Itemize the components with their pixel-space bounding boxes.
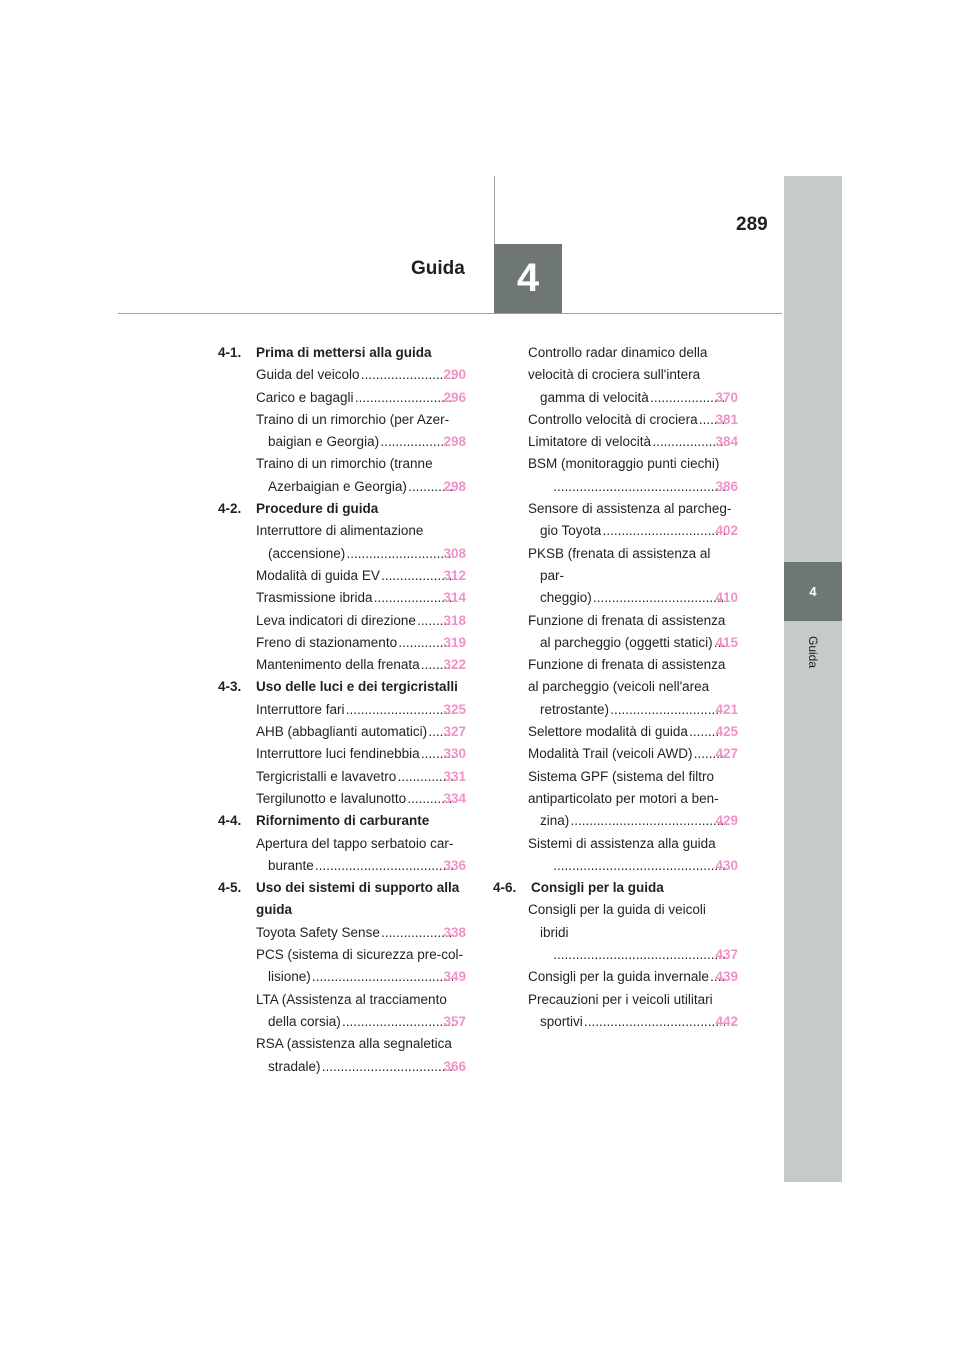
toc-entry[interactable] [218,587,466,609]
toc-entry-text: RSA (assistenza alla segnaletica [256,1036,452,1052]
chapter-number-box: 4 [494,244,562,313]
toc-page-link[interactable]: 366 [443,1058,466,1074]
toc-entry-text: stradale) [268,1058,321,1074]
toc-entry[interactable] [218,833,466,878]
toc-entry-text: al parcheggio (veicoli nell'area [528,679,710,695]
toc-right-column [493,342,738,1033]
dot-leader [594,587,726,609]
toc-entry[interactable] [218,944,466,989]
toc-entry-text: Controllo radar dinamico della [528,345,708,360]
toc-entry-text: Trasmissione ibrida [256,590,373,606]
section-title: Prima di mettersi alla guida [256,345,432,360]
section-title: Procedure di guida [256,501,379,517]
toc-entry-text: Azerbaigian e Georgia) [268,478,407,494]
section-number: 4-2. [218,501,242,517]
toc-entry-text: Consigli per la guida invernale [528,969,709,985]
toc-page-link[interactable]: 384 [715,434,738,450]
toc-entry-text: Carico e bagagli [256,389,354,405]
toc-page-link[interactable]: 410 [715,590,738,606]
toc-page-link[interactable]: 327 [443,724,466,740]
toc-entry-text: Limitatore di velocità [528,434,652,450]
toc-page-link[interactable]: 319 [443,634,466,650]
toc-entry-text: BSM (monitoraggio punti ciechi) [528,456,720,472]
toc-entry[interactable] [218,654,466,676]
toc-page-link[interactable]: 290 [443,367,466,383]
toc-page-link[interactable]: 425 [715,724,738,740]
toc-page-link[interactable]: 336 [443,857,466,873]
toc-entry-text: Selettore modalità di guida [528,724,688,740]
dot-leader [347,699,454,721]
section-title: Uso dei sistemi di supporto alla guida [256,880,460,918]
toc-entry[interactable] [218,364,466,386]
toc-entry[interactable] [493,766,738,833]
toc-entry-text: Controllo velocità di crociera [528,411,698,427]
toc-entry[interactable] [493,431,738,453]
toc-entry[interactable] [493,743,738,765]
toc-entry-text: antiparticolato per motori a ben- [528,790,719,806]
toc-page-link[interactable]: 381 [715,411,738,427]
toc-left-column [218,342,466,1078]
toc-entry[interactable] [218,632,466,654]
toc-entry-text: burante [268,857,314,873]
toc-entry[interactable] [493,989,738,1034]
toc-entry[interactable] [218,565,466,587]
toc-entry[interactable] [493,833,738,878]
toc-entry-text: Guida del veicolo [256,367,360,383]
toc-entry-text: Funzione di frenata di assistenza [528,612,726,628]
dot-leader [585,1011,726,1033]
toc-entry[interactable] [218,922,466,944]
toc-entry-text: Interruttore fari [256,701,345,717]
side-tab-label: Guida [806,635,820,669]
toc-entry[interactable] [493,498,738,543]
toc-entry[interactable] [218,520,466,565]
toc-page-link[interactable]: 330 [443,746,466,762]
dot-leader [571,810,725,832]
toc-entry-text: Mantenimento della frenata [256,657,420,673]
toc-entry-text: Traino di un rimorchio (tranne [256,456,433,472]
dot-leader [316,855,454,877]
toc-entry[interactable] [493,610,738,655]
toc-page-link[interactable]: 308 [443,545,466,561]
section-title: Uso delle luci e dei tergicristalli [256,679,458,695]
toc-entry-text: Modalità di guida EV [256,567,380,583]
toc-entry-text: Funzione di frenata di assistenza [528,657,726,673]
dot-leader [554,476,725,498]
toc-entry-text: Freno di stazionamento [256,634,398,650]
toc-page-link[interactable]: 437 [715,947,738,963]
section-number: 4-3. [218,679,242,695]
toc-page-link[interactable]: 370 [715,389,738,405]
toc-entry[interactable] [218,387,466,409]
toc-entry-text: Traino di un rimorchio (per Azer- [256,411,450,427]
side-tab [784,176,842,1182]
toc-page-link[interactable]: 331 [443,768,466,784]
toc-entry-text: Toyota Safety Sense [256,924,380,940]
toc-entry-text: Apertura del tappo serbatoio car- [256,835,454,851]
toc-entry-text: (accensione) [268,545,346,561]
toc-entry-text: Interruttore di alimentazione [256,523,424,539]
dot-leader [347,543,453,565]
toc-entry[interactable] [493,899,738,966]
toc-page-link[interactable]: 357 [443,1013,466,1029]
dot-leader [343,1011,454,1033]
toc-page-link[interactable]: 325 [443,701,466,717]
toc-page-link[interactable]: 334 [443,790,466,806]
toc-entry[interactable] [493,654,738,721]
section-title: Consigli per la guida [531,880,664,896]
toc-section-heading [218,877,466,922]
toc-entry-text: Sistema GPF (sistema del filtro [528,768,715,784]
toc-page-link[interactable]: 318 [443,612,466,628]
toc-entry[interactable] [218,409,466,454]
toc-section-heading [218,342,466,364]
dot-leader [375,587,454,609]
toc-entry[interactable] [493,966,738,988]
toc-entry-text: Leva indicatori di direzione [256,612,416,628]
dot-leader [362,364,454,386]
toc-entry[interactable] [218,453,466,498]
toc-entry[interactable] [493,453,738,498]
toc-section-heading [218,498,466,520]
dot-leader [611,699,725,721]
toc-page-link[interactable]: 314 [443,590,466,606]
toc-page-link[interactable]: 429 [715,813,738,829]
toc-entry-text: lisione) [268,969,311,985]
toc-entry[interactable] [218,1033,466,1078]
section-title: Rifornimento di carburante [256,813,430,829]
toc-page-link[interactable]: 349 [443,969,466,985]
toc-entry-text: retrostante) [540,701,610,717]
toc-section-heading [218,810,466,832]
toc-entry-text: PCS (sistema di sicurezza pre-col- [256,947,464,963]
toc-section-heading [493,877,738,899]
toc-entry-text: velocità di crociera sull'intera [528,367,701,383]
section-number: 4-6. [493,880,517,896]
toc-page-link[interactable]: 415 [715,634,738,650]
toc-page-link[interactable]: 322 [443,657,466,673]
toc-entry-text: Precauzioni per i veicoli utilitari [528,991,713,1007]
toc-entry[interactable] [218,699,466,721]
toc-entry-text: Sistemi di assistenza alla guida [528,835,716,851]
toc-entry[interactable] [218,989,466,1034]
toc-page-link[interactable]: 386 [715,478,738,494]
toc-page-link[interactable]: 439 [715,969,738,985]
toc-entry-text: cheggio) [540,590,592,606]
toc-section-heading [218,676,466,698]
toc-entry[interactable] [493,409,738,431]
toc-entry-text: LTA (Assistenza al tracciamento [256,991,447,1007]
dot-leader [651,387,726,409]
toc-page-link[interactable]: 298 [443,478,466,494]
toc-entry-text: della corsia) [268,1013,341,1029]
toc-entry[interactable] [218,721,466,743]
toc-entry[interactable] [218,743,466,765]
toc-entry[interactable] [218,610,466,632]
toc-page-link[interactable]: 430 [715,857,738,873]
toc-entry[interactable] [493,543,738,610]
toc-entry-text: AHB (abbaglianti automatici) [256,724,428,740]
page-number: 289 [736,214,768,235]
toc-entry-text: sportivi [540,1013,583,1029]
dot-leader [313,966,454,988]
header-divider-horizontal [118,313,782,314]
dot-leader [554,944,725,966]
toc-page-link[interactable]: 298 [443,434,466,450]
side-tab-chapter-number[interactable]: 4 [784,562,842,621]
toc-entry-text: Tergicristalli e lavavetro [256,768,397,784]
toc-entry-text: Consigli per la guida di veicoli ibridi [528,902,706,940]
chapter-title: Guida [411,258,465,279]
toc-entry[interactable] [218,788,466,810]
toc-entry-text: Interruttore luci fendinebbia [256,746,420,762]
dot-leader [603,520,725,542]
toc-page-link[interactable]: 442 [715,1013,738,1029]
dot-leader [356,387,454,409]
toc-page-link[interactable]: 402 [715,523,738,539]
toc-page-link[interactable]: 312 [443,567,466,583]
toc-entry-text: baigian e Georgia) [268,434,380,450]
toc-entry-text: Modalità Trail (veicoli AWD) [528,746,693,762]
toc-entry-text: gio Toyota [540,523,602,539]
dot-leader [554,855,725,877]
section-number: 4-4. [218,813,242,829]
toc-entry-text: zina) [540,813,570,829]
toc-entry-text: gamma di velocità [540,389,649,405]
toc-entry[interactable] [493,342,738,409]
toc-page-link[interactable]: 296 [443,389,466,405]
toc-page-link[interactable]: 338 [443,924,466,940]
toc-entry-text: PKSB (frenata di assistenza al par- [528,545,711,583]
toc-entry-text: Tergilunotto e lavalunotto [256,790,407,806]
toc-entry-text: Sensore di assistenza al parcheg- [528,501,732,517]
toc-page-link[interactable]: 427 [715,746,738,762]
toc-page-link[interactable]: 421 [715,701,738,717]
section-number: 4-5. [218,880,242,896]
toc-entry[interactable] [493,721,738,743]
toc-entry-text: al parcheggio (oggetti statici) [540,634,713,650]
toc-entry[interactable] [218,766,466,788]
section-number: 4-1. [218,345,242,360]
dot-leader [323,1056,454,1078]
